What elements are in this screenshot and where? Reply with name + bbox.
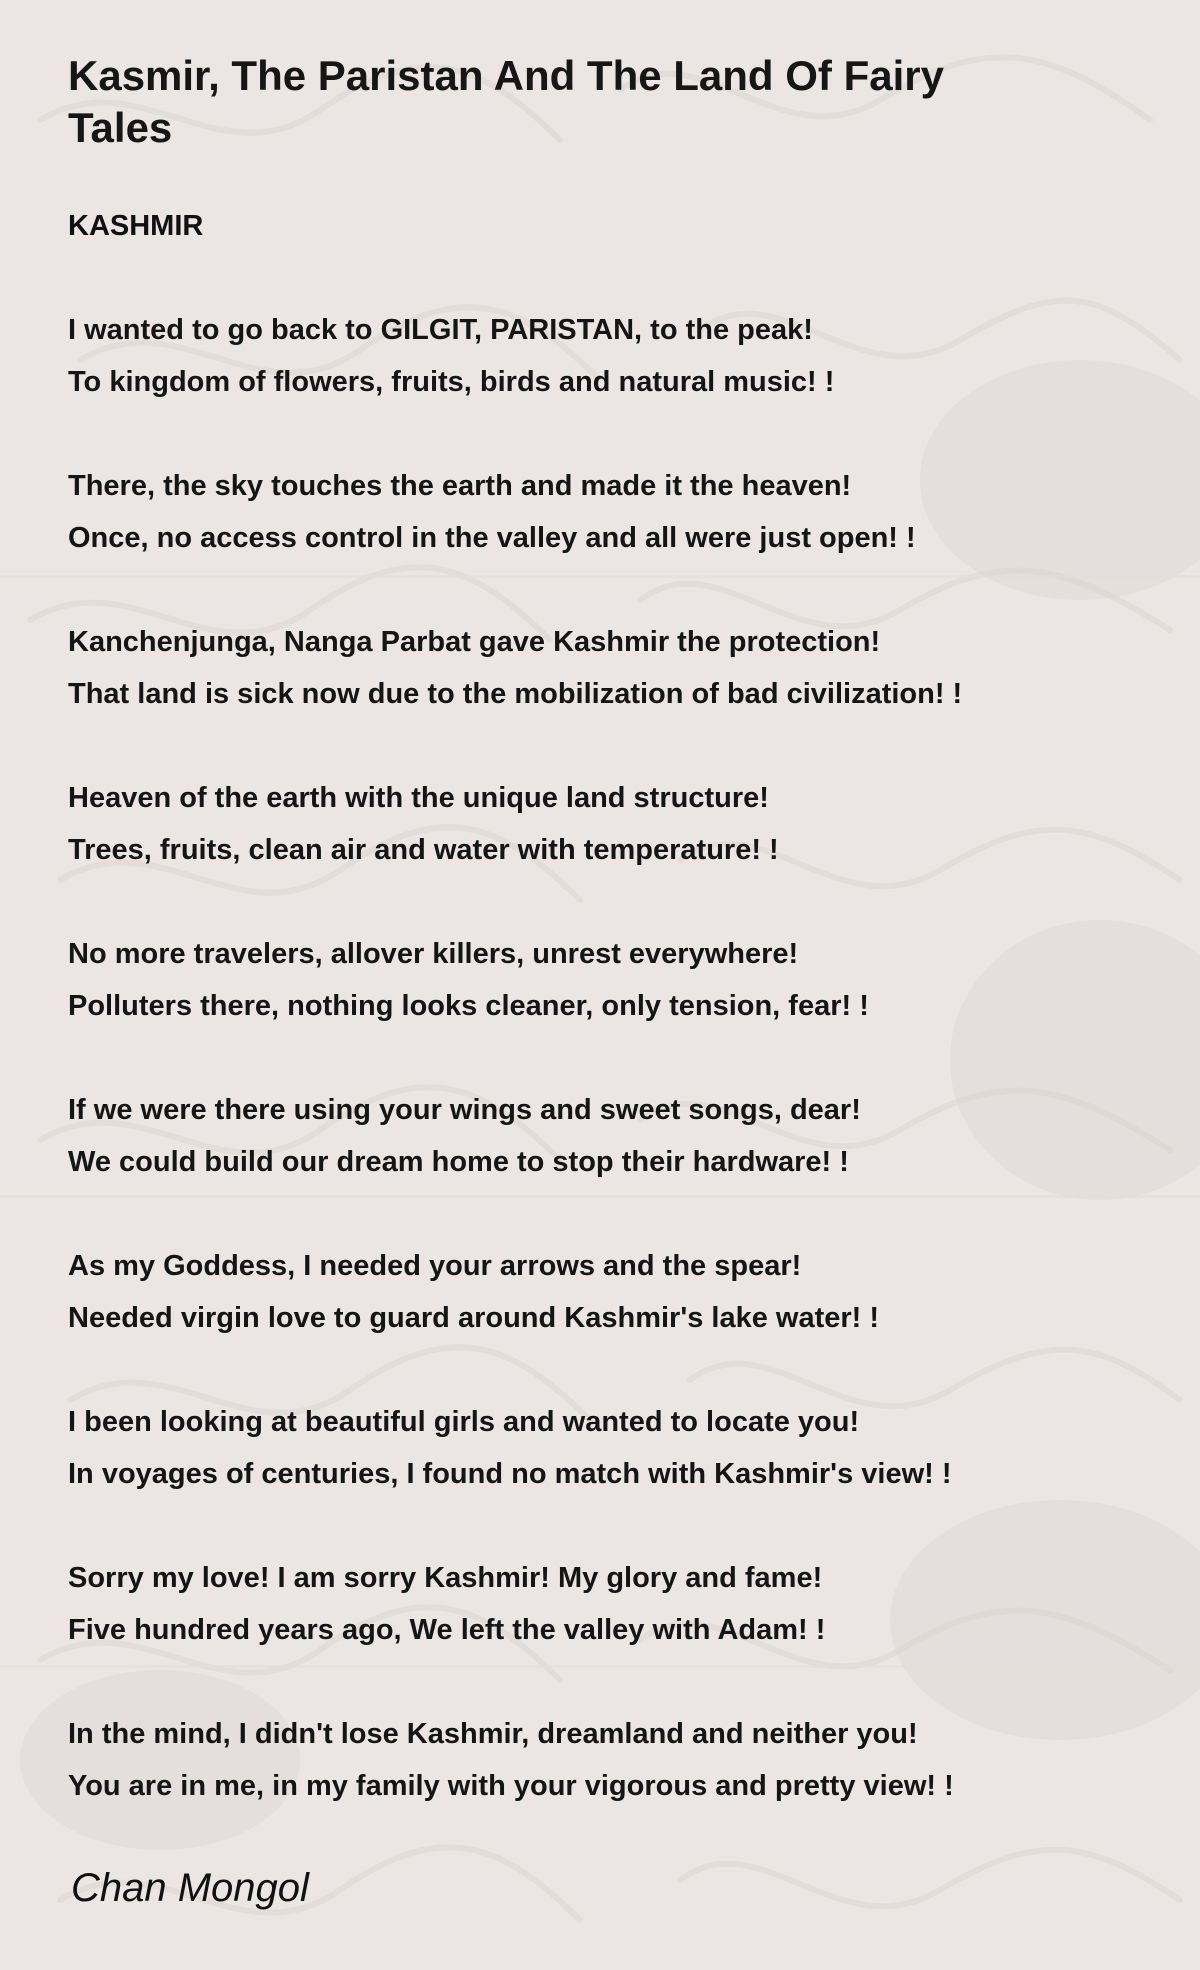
poem-line: Once, no access control in the valley and all were just open! ! xyxy=(68,522,916,554)
poem-line: You are in me, in my family with your vigorous and pretty view! ! xyxy=(68,1770,954,1802)
stanza xyxy=(68,1240,1128,1344)
poem-line: To kingdom of flowers, fruits, birds and natural music! ! xyxy=(68,366,835,398)
poem-line: No more travelers, allover killers, unrest everywhere! xyxy=(68,938,799,970)
poem-line: Polluters there, nothing looks cleaner, only tension, fear! ! xyxy=(68,990,869,1022)
poem-line: Needed virgin love to guard around Kashmir's lake water! ! xyxy=(68,1302,880,1334)
poem-line: In the mind, I didn't lose Kashmir, dreamland and neither you! xyxy=(68,1718,918,1750)
poem-line: Trees, fruits, clean air and water with temperature! ! xyxy=(68,834,779,866)
poem-heading: KASHMIR xyxy=(68,210,204,242)
stanza xyxy=(68,304,1128,408)
poem-line: If we were there using your wings and sweet songs, dear! xyxy=(68,1094,861,1126)
poem-body xyxy=(68,200,1128,1812)
poem-page xyxy=(68,50,1128,1914)
poem-line: As my Goddess, I needed your arrows and the spear! xyxy=(68,1250,802,1282)
poem-line: Kanchenjunga, Nanga Parbat gave Kashmir the protection! xyxy=(68,626,881,658)
poem-line: Sorry my love! I am sorry Kashmir! My glory and fame! xyxy=(68,1562,823,1594)
stanza xyxy=(68,1084,1128,1188)
stanza xyxy=(68,616,1128,720)
poem-line: That land is sick now due to the mobilization of bad civilization! ! xyxy=(68,678,963,710)
poem-line: We could build our dream home to stop their hardware! ! xyxy=(68,1146,849,1178)
poem-line: I wanted to go back to GILGIT, PARISTAN, to the peak! xyxy=(68,314,813,346)
poem-line: I been looking at beautiful girls and wanted to locate you! xyxy=(68,1406,860,1438)
poem-title: Kasmir, The Paristan And The Land Of Fairy Tales xyxy=(68,52,944,151)
poem-author: Chan Mongol xyxy=(71,1866,309,1910)
stanza xyxy=(68,772,1128,876)
stanza xyxy=(68,928,1128,1032)
poem-line: There, the sky touches the earth and made it the heaven! xyxy=(68,470,852,502)
stanza xyxy=(68,1708,1128,1812)
poem-line: In voyages of centuries, I found no match with Kashmir's view! ! xyxy=(68,1458,952,1490)
stanza xyxy=(68,1396,1128,1500)
poem-line: Heaven of the earth with the unique land structure! xyxy=(68,782,769,814)
stanza xyxy=(68,460,1128,564)
poem-line: Five hundred years ago, We left the valley with Adam! ! xyxy=(68,1614,826,1646)
stanza xyxy=(68,1552,1128,1656)
